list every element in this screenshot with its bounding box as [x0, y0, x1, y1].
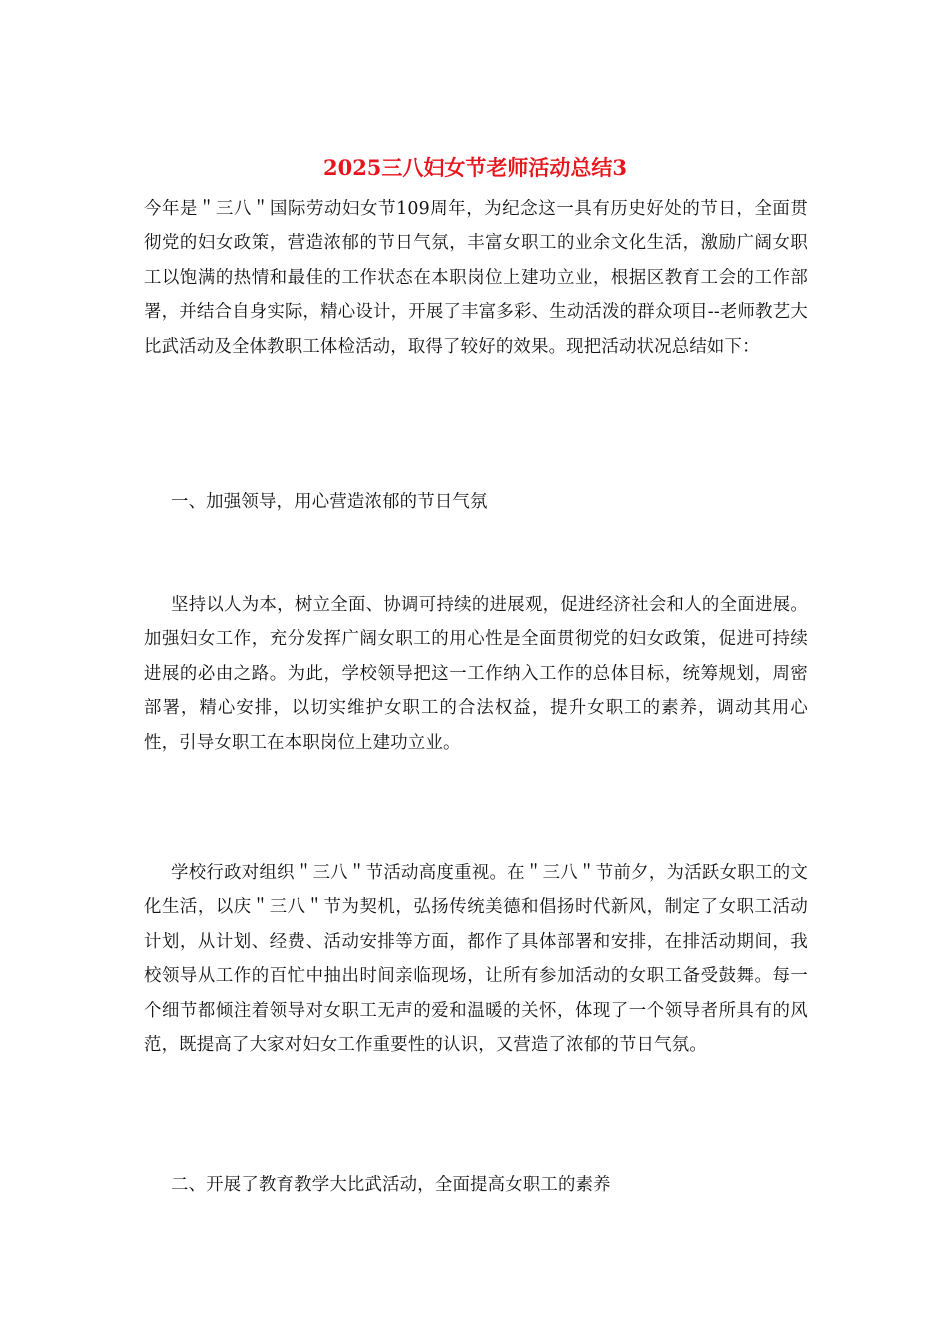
section-1-paragraph-1: 坚持以人为本，树立全面、协调可持续的进展观，促进经济社会和人的全面进展。加强妇女工作，充分发挥广阔女职工的用心性是全面贯彻党的妇女政策，促进可持续进展的必由之路。为此，学校领导把这一工作纳入工作的总体目标，统筹规划，周密部署，精心安排，以切实维护女职工的合法权益，提升女职工的素养，调动其用心性，引导女职工在本职岗位上建功立业。 — [144, 595, 808, 753]
intro-paragraph: 今年是＂三八＂国际劳动妇女节109周年，为纪念这一具有历史好处的节日，全面贯彻党的妇女政策，营造浓郁的节日气氛，丰富女职工的业余文化生活，激励广阔女职工以饱满的热情和最佳的工作状态在本职岗位上建功立业，根据区教育工会的工作部署，并结合自身实际，精心设计，开展了丰富多彩、生动活泼的群众项目--老师教艺大比武活动及全体教职工体检活动，取得了较好的效果。现把活动状况总结如下： — [144, 199, 808, 357]
document-title: 2025三八妇女节老师活动总结3 — [322, 155, 628, 180]
section-2-heading: 二、开展了教育教学大比武活动，全面提高女职工的素养 — [171, 1175, 611, 1195]
section-1-paragraph-2: 学校行政对组织＂三八＂节活动高度重视。在＂三八＂节前夕，为活跃女职工的文化生活，以庆＂三八＂节为契机，弘扬传统美德和倡扬时代新风，制定了女职工活动计划，从计划、经费、活动安排等方面，都作了具体部署和安排，在排活动期间，我校领导从工作的百忙中抽出时间亲临现场，让所有参加活动的女职工备受鼓舞。每一个细节都倾注着领导对女职工无声的爱和温暖的关怀，体现了一个领导者所具有的风范，既提高了大家对妇女工作重要性的认识，又营造了浓郁的节日气氛。 — [144, 863, 808, 1056]
section-1-heading: 一、加强领导，用心营造浓郁的节日气氛 — [171, 492, 488, 512]
